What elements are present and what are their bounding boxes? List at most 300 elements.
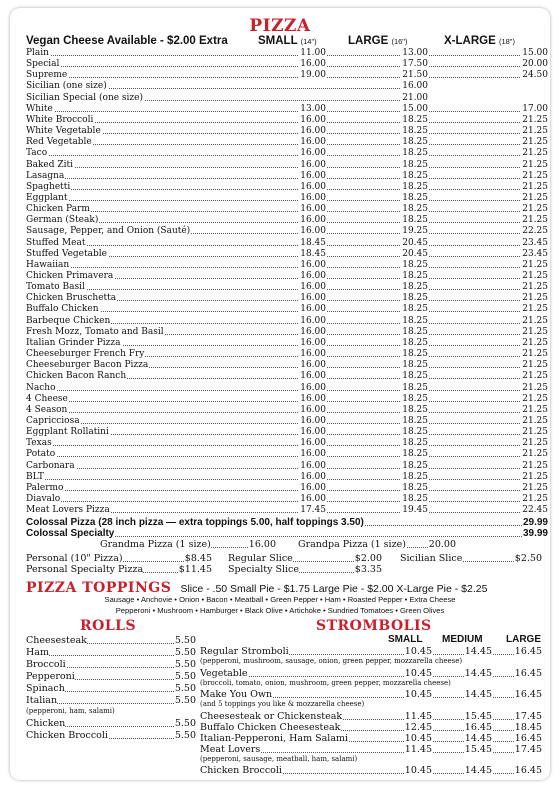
price-small: 19.00: [300, 70, 326, 81]
price-large: 18.25: [402, 126, 428, 137]
price-xlarge: 20.00: [522, 59, 548, 70]
price-xlarge: 21.25: [522, 159, 548, 170]
pizza-row: [26, 160, 548, 170]
price-small: 16.00: [300, 137, 326, 148]
price-large: 21.50: [402, 70, 428, 81]
price-xlarge: 15.00: [522, 48, 548, 58]
price-medium: 14.45: [464, 732, 492, 744]
price-large: 16.45: [514, 732, 542, 744]
price-large: 16.45: [514, 689, 542, 700]
pizza-row: [26, 282, 548, 292]
leader-dots: [26, 182, 548, 190]
roll-row: [26, 671, 196, 682]
price-small: 18.45: [300, 248, 326, 259]
stromboli-size-small: SMALL: [388, 634, 423, 645]
leader-dots: [26, 171, 548, 179]
pizza-row: [26, 148, 548, 158]
price-large: 18.25: [402, 215, 428, 226]
price-small: 16.00: [300, 259, 326, 270]
pizza-row: [26, 260, 548, 270]
strombolis-title: STROMBOLIS: [316, 618, 432, 634]
price-small: 10.45: [404, 765, 432, 776]
pizza-row: [26, 171, 548, 181]
price-small: 16.00: [300, 304, 326, 315]
price-large: 18.25: [402, 438, 428, 449]
pizza-row: [26, 371, 548, 381]
price-small: 16.00: [300, 326, 326, 337]
price-small: 16.00: [300, 404, 326, 415]
price-large: 20.45: [402, 248, 428, 259]
price-xlarge: 21.25: [522, 438, 548, 449]
price-xlarge: 21.25: [522, 337, 548, 348]
price-large: 13.00: [402, 48, 428, 58]
price-large: 15.00: [402, 103, 428, 114]
roll-name: Italian: [26, 695, 58, 706]
price-xlarge: 21.25: [522, 349, 548, 360]
leader-dots: [26, 137, 548, 148]
colossal-price: 29.99: [522, 517, 548, 528]
roll-row: [26, 695, 196, 706]
pizza-name: Special: [26, 59, 60, 70]
pizza-name: Chicken Primavera: [26, 271, 114, 281]
price-large: 18.25: [402, 337, 428, 348]
regular-slice-label: Regular Slice: [228, 553, 293, 564]
stromboli-name: Make You Own: [200, 689, 273, 700]
size-xlarge-inches: (18"): [498, 37, 515, 46]
price-large: 18.25: [402, 404, 428, 415]
pizza-row: [26, 115, 548, 125]
price-small: 16.00: [300, 337, 326, 348]
pizza-row: [26, 438, 548, 448]
size-large-header: [348, 35, 407, 47]
price-large: 19.45: [402, 505, 428, 516]
pizza-name: Carbonara: [26, 460, 75, 471]
price-small: 10.45: [404, 689, 432, 700]
price-small: 16.00: [300, 471, 326, 482]
size-small-label: SMALL: [258, 35, 298, 47]
price-medium: 16.45: [464, 721, 492, 733]
stromboli-note: (pepperoni, sausage, meatball, ham, salami): [200, 754, 358, 763]
price-large: 18.25: [402, 204, 428, 215]
price-large: 20.45: [402, 237, 428, 248]
price-large: 17.50: [402, 59, 428, 70]
pizza-name: Buffalo Chicken: [26, 304, 99, 315]
pizza-name: Cheeseburger Bacon Pizza: [26, 360, 149, 371]
price-xlarge: 21.25: [522, 304, 548, 315]
price-large: 18.25: [402, 293, 428, 304]
pizza-row: [26, 505, 548, 515]
price-small: 16.00: [300, 181, 326, 192]
price-small: 17.45: [300, 505, 326, 516]
pizza-name: Sausage, Pepper, and Onion (Sauté): [26, 226, 191, 237]
roll-price: 5.50: [174, 683, 196, 694]
pizza-name: White Vegetable: [26, 126, 101, 137]
price-small: 12.45: [404, 721, 432, 733]
price-small: 16.00: [300, 126, 326, 137]
roll-name: Chicken Broccoli: [26, 730, 108, 741]
toppings-title: PIZZA TOPPINGS: [26, 580, 172, 596]
pizza-name: Diavalo: [26, 494, 61, 504]
roll-price: 5.50: [174, 718, 196, 729]
pizza-name: Spaghetti: [26, 181, 71, 192]
pizza-name: Eggplant Rollatini: [26, 427, 109, 438]
price-large: 18.25: [402, 482, 428, 493]
vegan-note: Vegan Cheese Available - $2.00 Extra: [26, 35, 228, 47]
pizza-row: [26, 215, 548, 225]
pizza-name: White: [26, 103, 53, 114]
stromboli-note: (and 5 toppings you like & mozzarella cheese): [200, 700, 365, 708]
price-large: 16.00: [402, 81, 428, 92]
price-medium: 14.45: [464, 689, 492, 700]
price-large: 18.25: [402, 170, 428, 181]
pizza-name: 4 Season: [26, 404, 68, 415]
stromboli-row: [200, 689, 542, 700]
pizza-name: Nacho: [26, 382, 56, 393]
regular-slice-price: $2.00: [354, 553, 382, 564]
price-medium: 15.45: [464, 710, 492, 722]
regular-slice-row: [228, 553, 382, 564]
pizza-row: [26, 316, 548, 326]
pizza-name: Italian Grinder Pizza: [26, 337, 121, 348]
grandpa-row: [298, 539, 456, 550]
price-large: 18.25: [402, 326, 428, 337]
price-large: 18.45: [514, 721, 542, 733]
pizza-title: PIZZA: [249, 16, 311, 36]
pizza-name: Red Vegetable: [26, 137, 92, 148]
price-xlarge: 21.25: [522, 293, 548, 304]
pizza-name: Stuffed Vegetable: [26, 248, 107, 259]
price-small: 11.45: [404, 710, 432, 722]
personal-label: Personal (10" Pizza): [26, 553, 123, 564]
pizza-name: Chicken Bruschetta: [26, 293, 117, 304]
price-large: 18.25: [402, 349, 428, 360]
price-small: 13.00: [300, 103, 326, 114]
leader-dots: [26, 148, 548, 159]
leader-dots: [26, 416, 548, 424]
pizza-row: [26, 394, 548, 404]
price-small: 16.00: [300, 460, 326, 471]
pizza-name: Chicken Bacon Ranch: [26, 371, 127, 382]
pizza-row: [26, 405, 548, 415]
price-xlarge: 21.25: [522, 170, 548, 181]
roll-price: 5.50: [174, 730, 196, 741]
price-large: 18.25: [402, 271, 428, 281]
pizza-row: [26, 93, 548, 103]
size-xlarge-label: X-LARGE: [444, 35, 496, 47]
pizza-name: Hawaiian: [26, 259, 70, 270]
price-small: 10.45: [404, 667, 432, 679]
size-small-header: [258, 35, 317, 47]
stromboli-note: (broccoli, tomato, onion, mushroom, green pepper, mozzarella cheese): [200, 678, 451, 687]
price-small: 16.00: [300, 315, 326, 326]
pizza-row: [26, 472, 548, 482]
price-small: 16.00: [300, 59, 326, 70]
pizza-row: [26, 304, 548, 314]
pizza-name: Eggplant: [26, 192, 68, 203]
price-large: 18.25: [402, 494, 428, 504]
price-large: 19.25: [402, 226, 428, 237]
roll-price: 5.50: [174, 659, 196, 670]
leader-dots: [26, 483, 548, 491]
leader-dots: [26, 449, 548, 460]
price-small: 16.00: [300, 482, 326, 493]
price-xlarge: 21.25: [522, 215, 548, 226]
colossal-specialty-row: [26, 528, 548, 539]
price-large: 16.45: [514, 765, 542, 776]
pizza-row: [26, 70, 548, 80]
stromboli-row: [200, 646, 542, 657]
price-large: 16.45: [514, 646, 542, 657]
roll-price: 5.50: [174, 647, 196, 658]
pizza-name: Chicken Parm: [26, 204, 90, 215]
stromboli-name: Cheesesteak or Chickensteak: [200, 710, 343, 722]
roll-row: [26, 635, 196, 646]
roll-row: [26, 718, 196, 729]
colossal-specialty-name: Colossal Specialty: [26, 528, 115, 539]
size-xlarge-header: [444, 35, 515, 47]
leader-dots: [26, 238, 548, 246]
personal-specialty-row: [26, 564, 212, 575]
price-small: 16.00: [300, 204, 326, 215]
price-xlarge: 17.00: [522, 103, 548, 114]
roll-price: 5.50: [174, 635, 196, 646]
pizza-row: [26, 293, 548, 303]
price-large: 17.45: [514, 743, 542, 755]
pizza-row: [26, 360, 548, 370]
price-large: 16.45: [514, 667, 542, 679]
stromboli-row: [200, 668, 542, 679]
price-small: 16.00: [300, 349, 326, 360]
price-xlarge: 21.25: [522, 494, 548, 504]
grandpa-label: Grandpa Pizza (1 size): [298, 539, 406, 550]
price-small: 16.00: [300, 293, 326, 304]
price-large: 18.25: [402, 415, 428, 426]
price-small: 16.00: [300, 427, 326, 438]
leader-dots: [26, 304, 548, 315]
price-small: 16.00: [300, 148, 326, 159]
price-xlarge: 21.25: [522, 360, 548, 371]
price-small: 16.00: [300, 215, 326, 226]
price-xlarge: 23.45: [522, 248, 548, 259]
pizza-name: Cheeseburger French Fry: [26, 349, 145, 360]
price-small: 11.45: [404, 743, 432, 755]
price-small: 16.00: [300, 438, 326, 449]
pizza-name: BLT: [26, 471, 44, 482]
price-small: 16.00: [300, 271, 326, 281]
price-large: 18.25: [402, 114, 428, 125]
roll-row: [26, 683, 196, 694]
price-xlarge: 21.25: [522, 192, 548, 203]
price-xlarge: 21.25: [522, 326, 548, 337]
stromboli-name: Buffalo Chicken Cheesesteak: [200, 721, 341, 733]
stromboli-name: Regular Stromboli: [200, 646, 289, 657]
price-xlarge: 21.25: [522, 404, 548, 415]
price-xlarge: 21.25: [522, 126, 548, 137]
pizza-row: [26, 461, 548, 471]
roll-name: Ham: [26, 647, 49, 658]
stromboli-name: Vegetable: [200, 667, 248, 679]
pizza-row: [26, 449, 548, 459]
pizza-name: Capricciosa: [26, 415, 80, 426]
specialty-slice-price: $3.35: [354, 564, 382, 575]
grandma-row: [100, 539, 276, 550]
price-xlarge: 21.25: [522, 204, 548, 215]
price-xlarge: 21.25: [522, 482, 548, 493]
pizza-name: Barbeque Chicken: [26, 315, 111, 326]
leader-dots: [26, 383, 548, 391]
stromboli-row: [200, 733, 542, 744]
leader-dots: [26, 204, 548, 215]
pizza-name: Stuffed Meat: [26, 237, 86, 248]
price-large: 18.25: [402, 148, 428, 159]
price-small: 10.45: [404, 732, 432, 744]
price-large: 18.25: [402, 393, 428, 404]
pizza-row: [26, 193, 548, 203]
price-xlarge: 21.25: [522, 382, 548, 393]
price-xlarge: 21.25: [522, 148, 548, 159]
pizza-row: [26, 238, 548, 248]
pizza-row: [26, 416, 548, 426]
price-xlarge: 21.25: [522, 449, 548, 460]
price-xlarge: 21.25: [522, 259, 548, 270]
price-xlarge: 21.25: [522, 181, 548, 192]
pizza-name: Sicilian (one size): [26, 81, 107, 92]
pizza-name: Lasagna: [26, 170, 65, 181]
pizza-name: Potato: [26, 449, 56, 460]
price-xlarge: 21.25: [522, 393, 548, 404]
pizza-row: [26, 494, 548, 504]
price-large: 18.25: [402, 449, 428, 460]
roll-row: [26, 730, 196, 741]
stromboli-name: Chicken Broccoli: [200, 765, 282, 776]
stromboli-row: [200, 711, 542, 722]
price-large: 18.25: [402, 360, 428, 371]
pizza-name: Meat Lovers Pizza: [26, 505, 110, 516]
price-large: 18.25: [402, 460, 428, 471]
price-small: 16.00: [300, 159, 326, 170]
pizza-row: [26, 81, 548, 91]
sicilian-slice-row: [400, 553, 542, 564]
pizza-row: [26, 48, 548, 58]
roll-name: Chicken: [26, 718, 66, 729]
toppings-header: [26, 577, 487, 596]
colossal-name: Colossal Pizza (28 inch pizza — extra toppings 5.00, half toppings 3.50): [26, 517, 364, 528]
stromboli-row: [200, 744, 542, 755]
price-xlarge: 24.50: [522, 70, 548, 81]
pizza-row: [26, 349, 548, 359]
size-large-inches: (16"): [391, 37, 408, 46]
pizza-row: [26, 327, 548, 337]
price-large: 18.25: [402, 371, 428, 382]
price-small: 16.00: [300, 415, 326, 426]
price-xlarge: 21.25: [522, 371, 548, 382]
pizza-row: [26, 137, 548, 147]
price-large: 18.25: [402, 471, 428, 482]
stromboli-size-medium: MEDIUM: [442, 634, 483, 645]
specialty-slice-label: Specialty Slice: [228, 564, 300, 575]
pizza-row: [26, 383, 548, 393]
grandma-price: 16.00: [248, 539, 276, 550]
size-small-inches: (14"): [300, 37, 317, 46]
roll-name: Pepperoni: [26, 671, 75, 682]
leader-dots: [26, 472, 548, 480]
price-small: 16.00: [300, 371, 326, 382]
price-xlarge: 21.25: [522, 415, 548, 426]
pizza-name: Fresh Mozz, Tomato and Basil: [26, 326, 164, 337]
price-large: 18.25: [402, 192, 428, 203]
price-xlarge: 21.25: [522, 315, 548, 326]
price-large: 21.00: [402, 92, 428, 103]
roll-name: Broccoli: [26, 659, 66, 670]
leader-dots: [26, 647, 196, 656]
price-medium: 15.45: [464, 743, 492, 755]
toppings-line-1: Sausage • Anchovie • Onion • Bacon • Meatball • Green Pepper • Ham • Roasted Pepper • Extra Cheese: [104, 595, 456, 604]
price-large: 18.25: [402, 427, 428, 438]
grandma-label: Grandma Pizza (1 size): [100, 539, 211, 550]
leader-dots: [26, 115, 548, 123]
price-small: 16.00: [300, 449, 326, 460]
price-xlarge: 21.25: [522, 114, 548, 125]
specialty-slice-row: [228, 564, 382, 575]
price-small: 16.00: [300, 360, 326, 371]
leader-dots: [26, 282, 548, 293]
leader-dots: [26, 405, 548, 413]
price-large: 18.25: [402, 137, 428, 148]
pizza-name: White Broccoli: [26, 114, 94, 125]
pizza-name: 4 Cheese: [26, 393, 68, 404]
price-large: 18.25: [402, 181, 428, 192]
stromboli-note: (pepperoni, mushroom, sausage, onion, green pepper, mozzarella cheese): [200, 657, 463, 665]
price-large: 18.25: [402, 382, 428, 393]
pizza-row: [26, 104, 548, 114]
price-xlarge: 21.25: [522, 137, 548, 148]
pizza-name: Plain: [26, 48, 49, 58]
leader-dots: [26, 59, 548, 70]
price-xlarge: 21.25: [522, 471, 548, 482]
pizza-row: [26, 226, 548, 236]
pizza-name: Baked Ziti: [26, 159, 74, 170]
leader-dots: [26, 160, 548, 168]
price-small: 16.00: [300, 192, 326, 203]
price-small: 16.00: [300, 114, 326, 125]
price-medium: 14.45: [464, 765, 492, 776]
leader-dots: [26, 461, 548, 469]
leader-dots: [26, 193, 548, 201]
leader-dots: [26, 126, 548, 137]
price-xlarge: 23.45: [522, 237, 548, 248]
pizza-row: [26, 427, 548, 437]
stromboli-row: [200, 765, 542, 776]
price-small: 16.00: [300, 226, 326, 237]
pizza-name: German (Steak): [26, 215, 99, 226]
size-large-label: LARGE: [348, 35, 389, 47]
price-medium: 14.45: [464, 646, 492, 657]
price-small: 16.00: [300, 170, 326, 181]
price-small: 16.00: [300, 282, 326, 293]
stromboli-row: [200, 722, 542, 733]
price-xlarge: 21.25: [522, 282, 548, 293]
price-large: 17.45: [514, 710, 542, 722]
price-large: 18.25: [402, 159, 428, 170]
price-small: 10.45: [404, 646, 432, 657]
price-small: 18.45: [300, 237, 326, 248]
toppings-line-2: Pepperoni • Mushroom • Hamburger • Black Olive • Artichoke • Sundried Tomatoes • Green Olives: [115, 606, 445, 615]
sicilian-slice-label: Sicilian Slice: [400, 553, 463, 564]
leader-dots: [26, 438, 548, 449]
stromboli-size-large: LARGE: [506, 634, 541, 645]
price-xlarge: 22.25: [522, 226, 548, 237]
price-xlarge: 22.45: [522, 505, 548, 516]
